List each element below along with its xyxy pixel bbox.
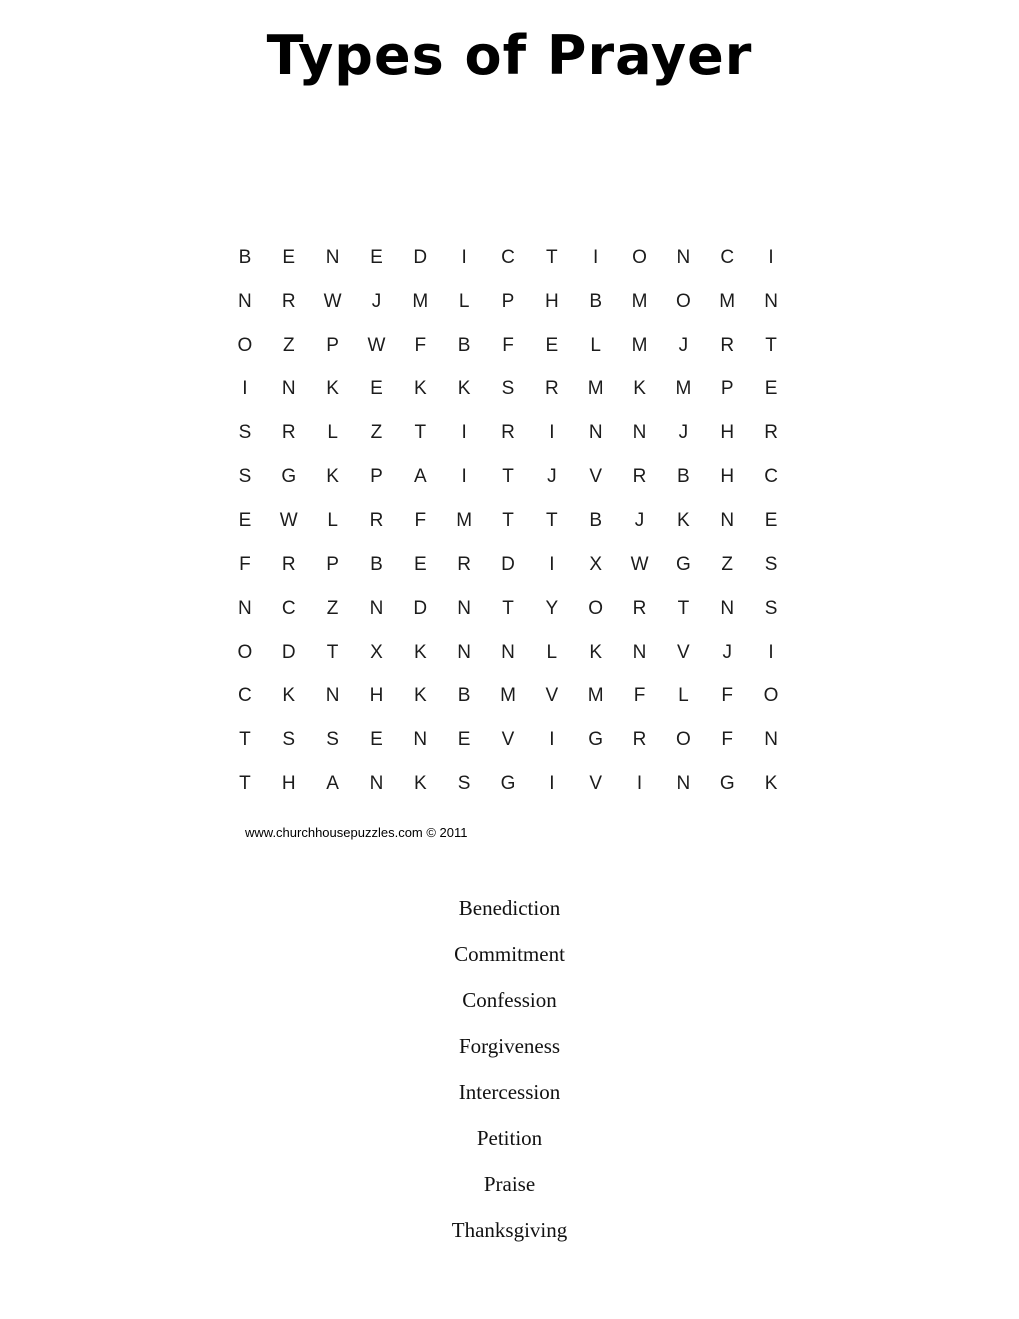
grid-letter: N xyxy=(764,729,778,751)
grid-letter: J xyxy=(678,334,689,356)
grid-letter: D xyxy=(281,641,296,663)
grid-letter: M xyxy=(500,685,516,707)
grid-letter: I xyxy=(768,246,774,268)
grid-letter: N xyxy=(457,641,471,663)
grid-letter: M xyxy=(587,685,604,707)
grid-letter: K xyxy=(589,641,603,663)
grid-letter: I xyxy=(549,729,555,751)
grid-letter: M xyxy=(412,290,429,312)
grid-letter: L xyxy=(327,422,338,444)
grid-letter: W xyxy=(630,553,649,575)
grid-letter: B xyxy=(589,509,603,531)
grid-letter: J xyxy=(371,290,382,312)
grid-letter: N xyxy=(457,597,471,619)
grid-letter: R xyxy=(501,422,515,444)
grid-letter: E xyxy=(370,378,383,400)
grid-letter: H xyxy=(369,685,384,707)
grid-letter: N xyxy=(325,246,340,268)
grid-letter: N xyxy=(238,597,252,619)
grid-letter: H xyxy=(720,422,735,444)
grid-letter: K xyxy=(413,641,427,663)
grid-letter: T xyxy=(239,729,251,751)
grid-letter: E xyxy=(370,246,383,268)
grid-letter: R xyxy=(281,290,296,312)
grid-letter: O xyxy=(675,729,691,751)
grid-letter: T xyxy=(546,246,558,268)
grid-letter: B xyxy=(370,553,383,575)
grid-letter: K xyxy=(677,509,690,531)
grid-letter: C xyxy=(501,246,515,268)
word-list-item: Thanksgiving xyxy=(451,1218,568,1242)
grid-letter: M xyxy=(456,509,473,531)
grid-letter: I xyxy=(461,466,467,488)
grid-letter: T xyxy=(765,334,777,356)
grid-letter: G xyxy=(281,466,297,488)
grid-letter: I xyxy=(461,246,467,268)
grid-letter: C xyxy=(764,466,778,488)
grid-letter: B xyxy=(677,466,690,488)
grid-letter: P xyxy=(501,290,515,312)
grid-letter: N xyxy=(720,597,735,619)
grid-letter: V xyxy=(589,773,603,795)
grid-letter: V xyxy=(589,466,603,488)
grid-letter: V xyxy=(545,685,559,707)
grid-letter: A xyxy=(413,466,427,488)
grid-letter: S xyxy=(457,773,471,795)
grid-letter: E xyxy=(282,246,296,268)
grid-letter: T xyxy=(502,509,514,531)
word-list-item: Benediction xyxy=(458,896,561,920)
grid-letter: G xyxy=(675,553,691,575)
grid-letter: W xyxy=(279,509,298,531)
grid-letter: O xyxy=(632,246,647,268)
grid-letter: F xyxy=(721,729,734,751)
grid-letter: O xyxy=(588,597,604,619)
word-list-item: Petition xyxy=(476,1126,543,1150)
grid-letter: E xyxy=(413,553,427,575)
grid-letter: P xyxy=(326,553,339,575)
grid-letter: N xyxy=(281,378,296,400)
grid-letter: S xyxy=(326,729,339,751)
grid-letter: K xyxy=(457,378,471,400)
grid-letter: N xyxy=(369,773,384,795)
grid-letter: H xyxy=(281,773,296,795)
grid-letter: N xyxy=(501,641,515,663)
grid-letter: E xyxy=(545,334,559,356)
grid-letter: B xyxy=(457,334,471,356)
grid-letter: N xyxy=(720,509,735,531)
grid-letter: N xyxy=(632,641,647,663)
grid-letter: B xyxy=(589,290,603,312)
word-list-item: Commitment xyxy=(454,942,565,966)
grid-letter: T xyxy=(239,773,251,795)
grid-letter: R xyxy=(720,334,735,356)
grid-letter: R xyxy=(632,729,647,751)
word-list-item: Intercession xyxy=(458,1080,561,1104)
grid-letter: N xyxy=(588,422,603,444)
grid-letter: S xyxy=(501,378,515,400)
grid-letter: F xyxy=(502,334,514,356)
grid-letter: J xyxy=(678,422,689,444)
word-list-item: Confession xyxy=(462,988,557,1012)
grid-letter: W xyxy=(323,290,342,312)
grid-letter: E xyxy=(370,729,383,751)
grid-letter: N xyxy=(632,422,647,444)
grid-letter: T xyxy=(414,422,427,444)
grid-letter: D xyxy=(413,246,428,268)
grid-letter: D xyxy=(413,597,428,619)
grid-letter: C xyxy=(281,597,296,619)
grid-letter: G xyxy=(719,773,735,795)
grid-letter: S xyxy=(238,422,252,444)
grid-letter: Y xyxy=(545,597,559,619)
grid-letter: F xyxy=(414,509,427,531)
word-search-grid xyxy=(223,236,793,806)
grid-letter: E xyxy=(764,509,778,531)
grid-letter: P xyxy=(720,378,734,400)
grid-letter: S xyxy=(764,597,778,619)
grid-letter: P xyxy=(326,334,339,356)
grid-letter: Z xyxy=(721,553,734,575)
grid-letter: I xyxy=(768,641,774,663)
grid-letter: R xyxy=(764,422,778,444)
grid-letter: T xyxy=(502,597,514,619)
grid-letter: N xyxy=(413,729,428,751)
grid-letter: K xyxy=(633,378,646,400)
grid-letter: K xyxy=(413,685,427,707)
grid-letter: E xyxy=(457,729,471,751)
grid-letter: M xyxy=(631,334,648,356)
grid-letter: D xyxy=(501,553,515,575)
grid-letter: H xyxy=(544,290,559,312)
grid-letter: R xyxy=(369,509,384,531)
grid-letter: J xyxy=(722,641,732,663)
grid-letter: W xyxy=(367,334,386,356)
grid-letter: I xyxy=(461,422,467,444)
grid-letter: P xyxy=(370,466,383,488)
word-list-item: Forgiveness xyxy=(458,1034,561,1058)
grid-letter: R xyxy=(457,553,471,575)
grid-letter: N xyxy=(238,290,252,312)
grid-letter: K xyxy=(413,773,427,795)
grid-letter: N xyxy=(369,597,384,619)
grid-letter: N xyxy=(676,773,691,795)
grid-letter: K xyxy=(282,685,296,707)
grid-letter: I xyxy=(242,378,248,400)
grid-letter: S xyxy=(764,553,778,575)
grid-letter: F xyxy=(414,334,427,356)
grid-letter: G xyxy=(500,773,516,795)
grid-letter: G xyxy=(588,729,604,751)
grid-letter: R xyxy=(632,466,647,488)
grid-letter: L xyxy=(546,641,558,663)
grid-letter: S xyxy=(282,729,296,751)
grid-letter: S xyxy=(238,466,252,488)
grid-letter: R xyxy=(544,378,559,400)
grid-letter: L xyxy=(327,509,338,531)
grid-letter: M xyxy=(719,290,736,312)
grid-letter: E xyxy=(764,378,778,400)
grid-letter: C xyxy=(720,246,735,268)
grid-letter: H xyxy=(720,466,735,488)
grid-letter: R xyxy=(281,553,296,575)
grid-letter: E xyxy=(238,509,252,531)
grid-letter: O xyxy=(237,641,253,663)
grid-letter: K xyxy=(326,378,339,400)
grid-letter: I xyxy=(549,773,555,795)
grid-letter: T xyxy=(546,509,558,531)
grid-letter: M xyxy=(587,378,604,400)
word-list-item: Praise xyxy=(483,1172,536,1196)
grid-letter: L xyxy=(590,334,601,356)
grid-letter: K xyxy=(326,466,339,488)
grid-letter: B xyxy=(238,246,252,268)
grid-letter: F xyxy=(721,685,734,707)
grid-letter: Z xyxy=(326,597,339,619)
grid-letter: J xyxy=(634,509,645,531)
grid-letter: I xyxy=(549,553,555,575)
grid-letter: I xyxy=(593,246,599,268)
grid-letter: J xyxy=(547,466,557,488)
grid-letter: O xyxy=(763,685,779,707)
grid-letter: A xyxy=(326,773,339,795)
grid-letter: B xyxy=(457,685,471,707)
copyright-text: www.churchhousepuzzles.com © 2011 xyxy=(245,825,468,840)
grid-letter: I xyxy=(549,422,555,444)
grid-letter: O xyxy=(675,290,691,312)
grid-letter: V xyxy=(501,729,515,751)
grid-letter: X xyxy=(589,553,603,575)
grid-letter: V xyxy=(677,641,690,663)
grid-letter: T xyxy=(326,641,339,663)
grid-letter: N xyxy=(325,685,340,707)
grid-letter: L xyxy=(678,685,689,707)
grid-letter: M xyxy=(631,290,648,312)
grid-letter: R xyxy=(281,422,296,444)
grid-letter: K xyxy=(413,378,427,400)
grid-letter: R xyxy=(632,597,647,619)
word-list xyxy=(0,885,1019,1253)
grid-letter: I xyxy=(636,773,643,795)
grid-letter: C xyxy=(238,685,252,707)
grid-letter: F xyxy=(239,553,251,575)
page-title: Types of Prayer xyxy=(266,24,753,87)
grid-letter: T xyxy=(502,466,514,488)
grid-letter: K xyxy=(764,773,778,795)
grid-letter: Z xyxy=(282,334,295,356)
grid-letter: O xyxy=(237,334,253,356)
grid-letter: N xyxy=(764,290,778,312)
grid-letter: N xyxy=(676,246,691,268)
grid-letter: T xyxy=(677,597,690,619)
grid-letter: L xyxy=(458,290,470,312)
grid-letter: Z xyxy=(370,422,383,444)
grid-letter: X xyxy=(370,641,383,663)
grid-letter: F xyxy=(633,685,646,707)
grid-letter: M xyxy=(675,378,692,400)
